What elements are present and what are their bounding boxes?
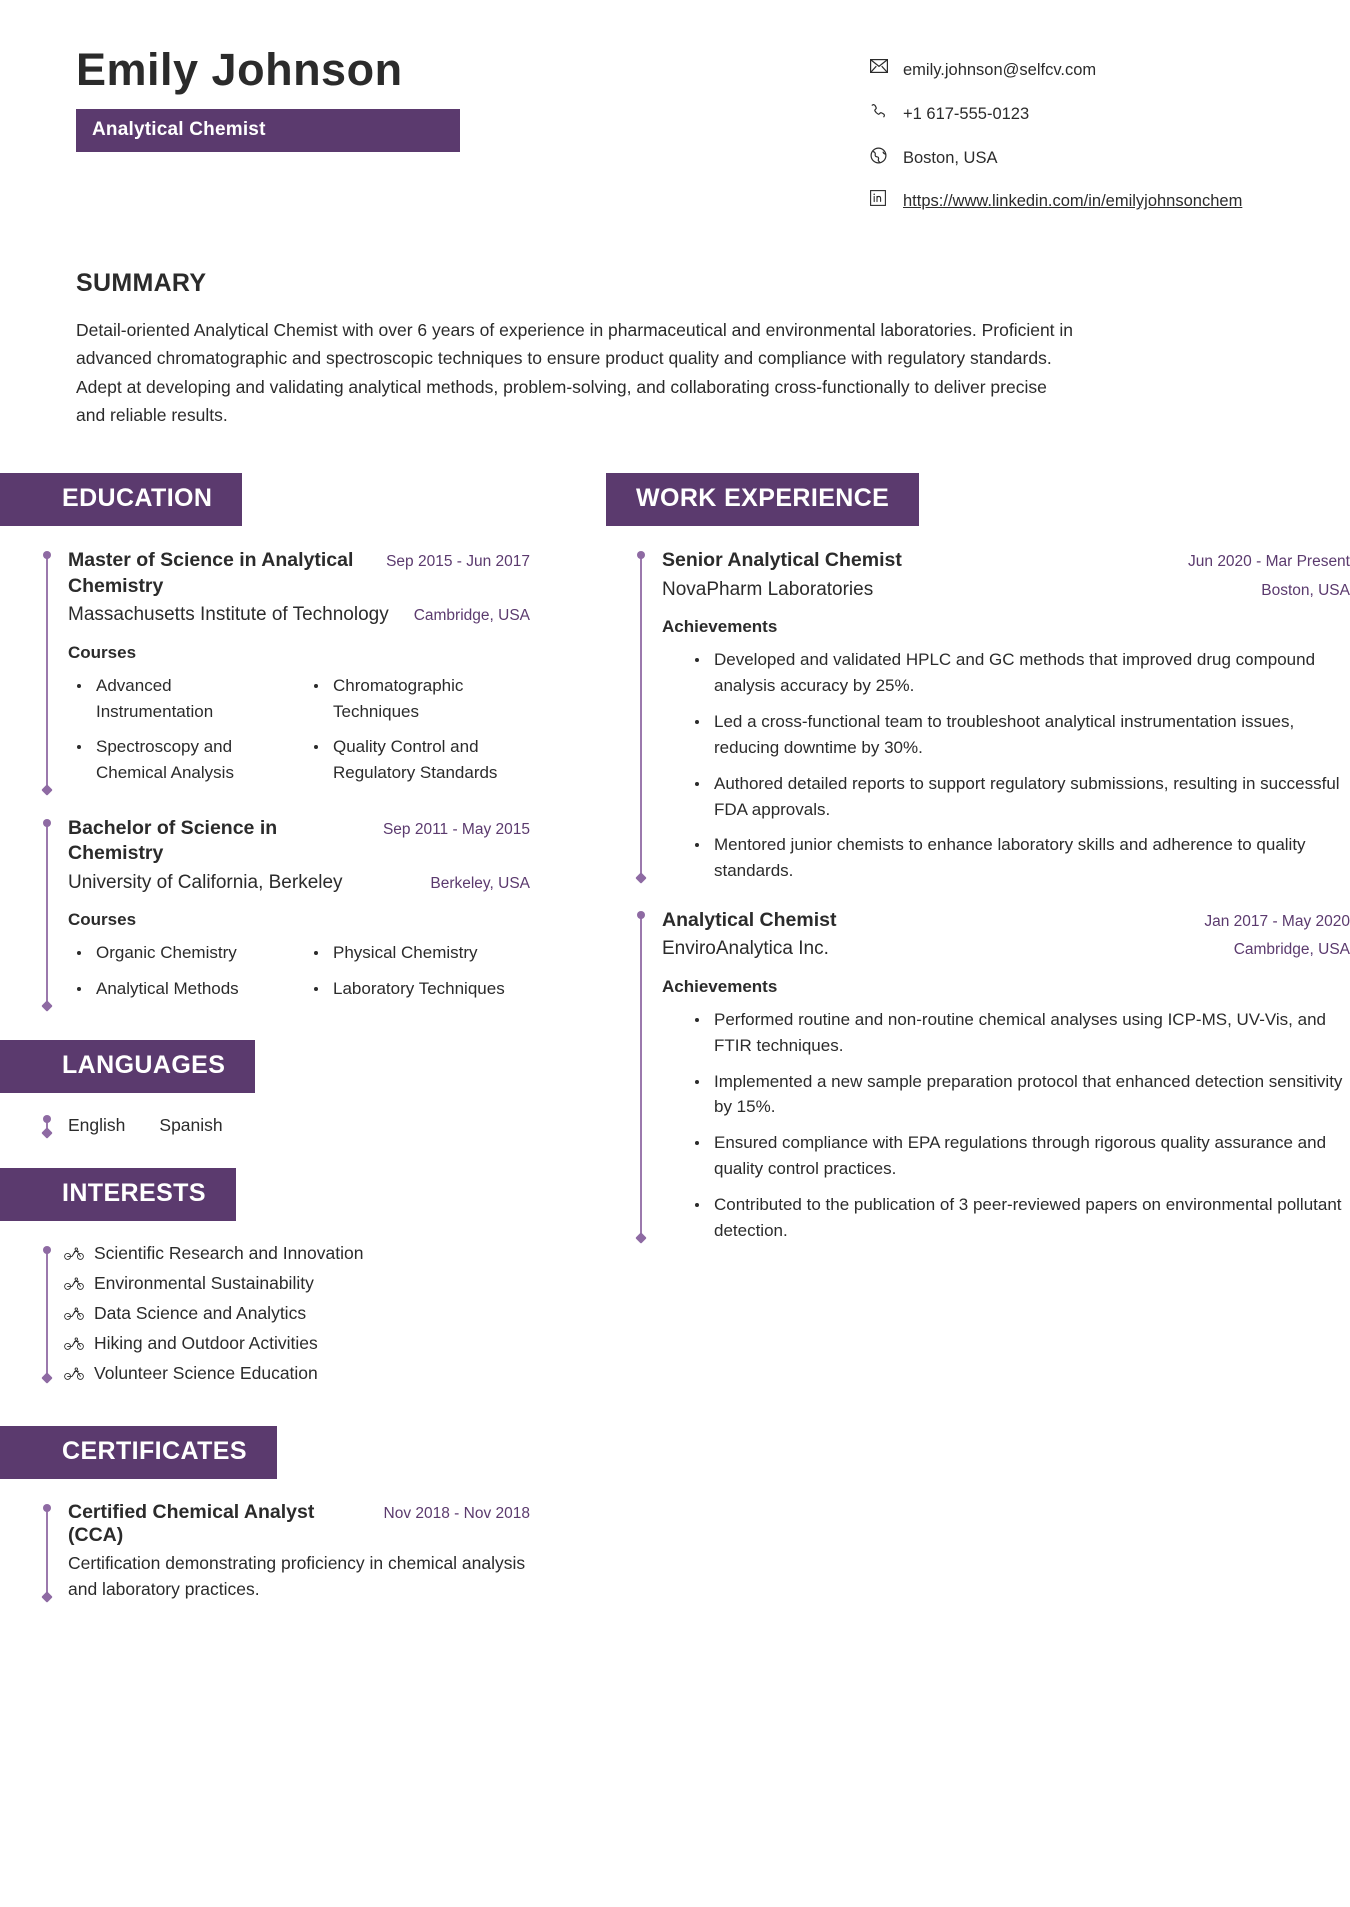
interest-label: Hiking and Outdoor Activities [94, 1333, 318, 1353]
linkedin-icon [870, 190, 892, 206]
work-company: NovaPharm Laboratories [662, 578, 874, 600]
course-item: Spectroscopy and Chemical Analysis [68, 734, 293, 786]
education-courses-list [68, 673, 530, 796]
achievement-item: Developed and validated HPLC and GC methods that improved drug compound analysis accuracy by 25%. [686, 647, 1350, 699]
interests-section [0, 1168, 600, 1384]
interest-label: Scientific Research and Innovation [94, 1243, 364, 1263]
timeline-dot-end [41, 784, 52, 795]
achievement-item: Mentored junior chemists to enhance laboratory skills and adherence to quality standards. [686, 832, 1350, 884]
timeline-line [46, 1250, 48, 1377]
contact-location-text: Boston, USA [903, 148, 998, 167]
interest-label: Volunteer Science Education [94, 1363, 318, 1383]
education-degree: Master of Science in Analytical Chemistry [68, 549, 354, 597]
contact-item-phone [870, 102, 1290, 127]
timeline-dot-start [637, 911, 645, 919]
certificate-date: Nov 2018 - Nov 2018 [383, 1505, 530, 1522]
work-achievements-list [662, 647, 1350, 884]
contact-item-linkedin[interactable] [870, 189, 1290, 214]
certificate-description: Certification demonstrating proficiency in chemical analysis and laboratory practices. [68, 1553, 526, 1600]
phone-icon [870, 103, 892, 120]
work-company: EnviroAnalytica Inc. [662, 938, 829, 960]
work-position: Senior Analytical Chemist [662, 549, 902, 572]
timeline-dot-start [43, 1504, 51, 1512]
timeline-dot-start [637, 551, 645, 559]
certificates-heading-wrap [0, 1426, 600, 1479]
resume-header [0, 0, 1350, 233]
timeline-dot-start [43, 819, 51, 827]
job-role-badge: Analytical Chemist [76, 109, 460, 152]
work-achievements-list [662, 1007, 1350, 1244]
timeline-dot-start [43, 1115, 51, 1123]
course-item: Chromatographic Techniques [305, 673, 530, 725]
education-school: University of California, Berkeley [68, 871, 343, 893]
bicycle-icon [64, 1247, 86, 1260]
course-item: Organic Chemistry [68, 940, 293, 966]
timeline-dot-end [41, 1127, 52, 1138]
work-entry [640, 908, 1350, 1244]
work-experience-section [600, 473, 1350, 1243]
education-courses-list [68, 940, 530, 1012]
interests-list [46, 1243, 530, 1384]
page-title: Emily Johnson [76, 44, 403, 95]
education-entry [46, 548, 530, 796]
languages-heading: LANGUAGES [0, 1040, 255, 1093]
course-item: Analytical Methods [68, 976, 293, 1002]
education-date: Sep 2015 - Jun 2017 [386, 553, 530, 571]
bicycle-icon [64, 1307, 86, 1320]
list-item [64, 1333, 530, 1354]
header-identity [76, 46, 496, 152]
work-position: Analytical Chemist [662, 908, 837, 931]
list-item [64, 1273, 530, 1294]
contact-linkedin-text[interactable]: https://www.linkedin.com/in/emilyjohnsonchem [903, 192, 1243, 211]
summary-section [0, 233, 1350, 429]
course-item: Advanced Instrumentation [68, 673, 293, 725]
timeline-dot-end [41, 1000, 52, 1011]
work-location: Boston, USA [1261, 581, 1350, 599]
achievement-item: Authored detailed reports to support regulatory submissions, resulting in successful FDA approvals. [686, 771, 1350, 823]
education-degree: Bachelor of Science in Chemistry [68, 817, 278, 865]
bicycle-icon [64, 1337, 86, 1350]
bicycle-icon [64, 1277, 86, 1290]
work-location: Cambridge, USA [1233, 941, 1350, 959]
contact-list [870, 46, 1290, 233]
education-heading-wrap [0, 473, 600, 526]
content-columns [0, 473, 1350, 1602]
achievement-item: Implemented a new sample preparation protocol that enhanced detection sensitivity by 15%. [686, 1069, 1350, 1121]
right-column [600, 473, 1350, 1253]
interests-heading: INTERESTS [0, 1168, 236, 1221]
achievement-item: Led a cross-functional team to troubleshoot analytical instrumentation issues, reducing downtime by 30%. [686, 709, 1350, 761]
course-item: Quality Control and Regulatory Standards [305, 734, 530, 786]
timeline-line [640, 915, 642, 1237]
education-location: Cambridge, USA [413, 607, 530, 625]
work-heading: WORK EXPERIENCE [606, 473, 919, 526]
summary-body: Detail-oriented Analytical Chemist with over 6 years of experience in pharmaceutical and environmental laboratories. Proficient in advanced chromatographic and spectroscopic techniques to ensure product quality and compliance with regulatory standards. Adept at developing and validating analytical methods, problem-solving, and collaborating cross-functionally to deliver precise and reliable results. [76, 320, 1074, 426]
work-entry [640, 548, 1350, 884]
course-item: Physical Chemistry [305, 940, 530, 966]
course-item: Laboratory Techniques [305, 976, 530, 1002]
interests-heading-wrap [0, 1168, 600, 1221]
certificate-entry [46, 1501, 530, 1603]
email-icon [870, 59, 892, 73]
interest-label: Data Science and Analytics [94, 1303, 307, 1323]
education-section [0, 473, 600, 1012]
certificates-heading: CERTIFICATES [0, 1426, 277, 1479]
language-item: Spanish [159, 1115, 223, 1135]
interest-label: Environmental Sustainability [94, 1273, 314, 1293]
achievement-item: Ensured compliance with EPA regulations through rigorous quality assurance and quality control practices. [686, 1130, 1350, 1182]
timeline-line [640, 555, 642, 877]
bicycle-icon [64, 1367, 86, 1380]
education-entry [46, 816, 530, 1012]
globe-icon [870, 147, 892, 164]
timeline-dot-end [41, 1372, 52, 1383]
education-heading: EDUCATION [0, 473, 242, 526]
timeline-dot-start [43, 1246, 51, 1254]
list-item [64, 1363, 530, 1384]
certificate-name: Certified Chemical Analyst (CCA) [68, 1501, 315, 1546]
achievement-item: Contributed to the publication of 3 peer-reviewed papers on environmental pollutant detection. [686, 1192, 1350, 1244]
work-date: Jan 2017 - May 2020 [1204, 912, 1350, 930]
education-location: Berkeley, USA [430, 874, 530, 892]
timeline-line [46, 1508, 48, 1596]
contact-email-text: emily.johnson@selfcv.com [903, 61, 1097, 79]
contact-item-email [870, 58, 1290, 83]
languages-section [0, 1040, 600, 1136]
certificates-section [0, 1426, 600, 1603]
list-item [64, 1243, 530, 1264]
left-column [0, 473, 600, 1602]
timeline-line [46, 823, 48, 1005]
work-heading-wrap [600, 473, 1350, 526]
languages-heading-wrap [0, 1040, 600, 1093]
languages-list [46, 1115, 530, 1136]
summary-heading: SUMMARY [76, 269, 207, 297]
work-date: Jun 2020 - Mar Present [1188, 553, 1350, 571]
achievement-item: Performed routine and non-routine chemical analyses using ICP-MS, UV-Vis, and FTIR techniques. [686, 1007, 1350, 1059]
language-item: English [68, 1115, 126, 1135]
timeline-dot-start [43, 551, 51, 559]
education-school: Massachusetts Institute of Technology [68, 604, 389, 626]
work-achievements-label: Achievements [662, 617, 778, 637]
timeline-line [46, 555, 48, 789]
education-courses-label: Courses [68, 910, 137, 930]
timeline-dot-end [635, 1232, 646, 1243]
contact-item-location [870, 146, 1290, 171]
contact-phone-text: +1 617-555-0123 [903, 104, 1030, 123]
list-item [64, 1303, 530, 1324]
timeline-dot-end [41, 1591, 52, 1602]
education-date: Sep 2011 - May 2015 [382, 821, 530, 839]
work-achievements-label: Achievements [662, 976, 778, 996]
timeline-dot-end [635, 872, 646, 883]
education-courses-label: Courses [68, 642, 137, 662]
